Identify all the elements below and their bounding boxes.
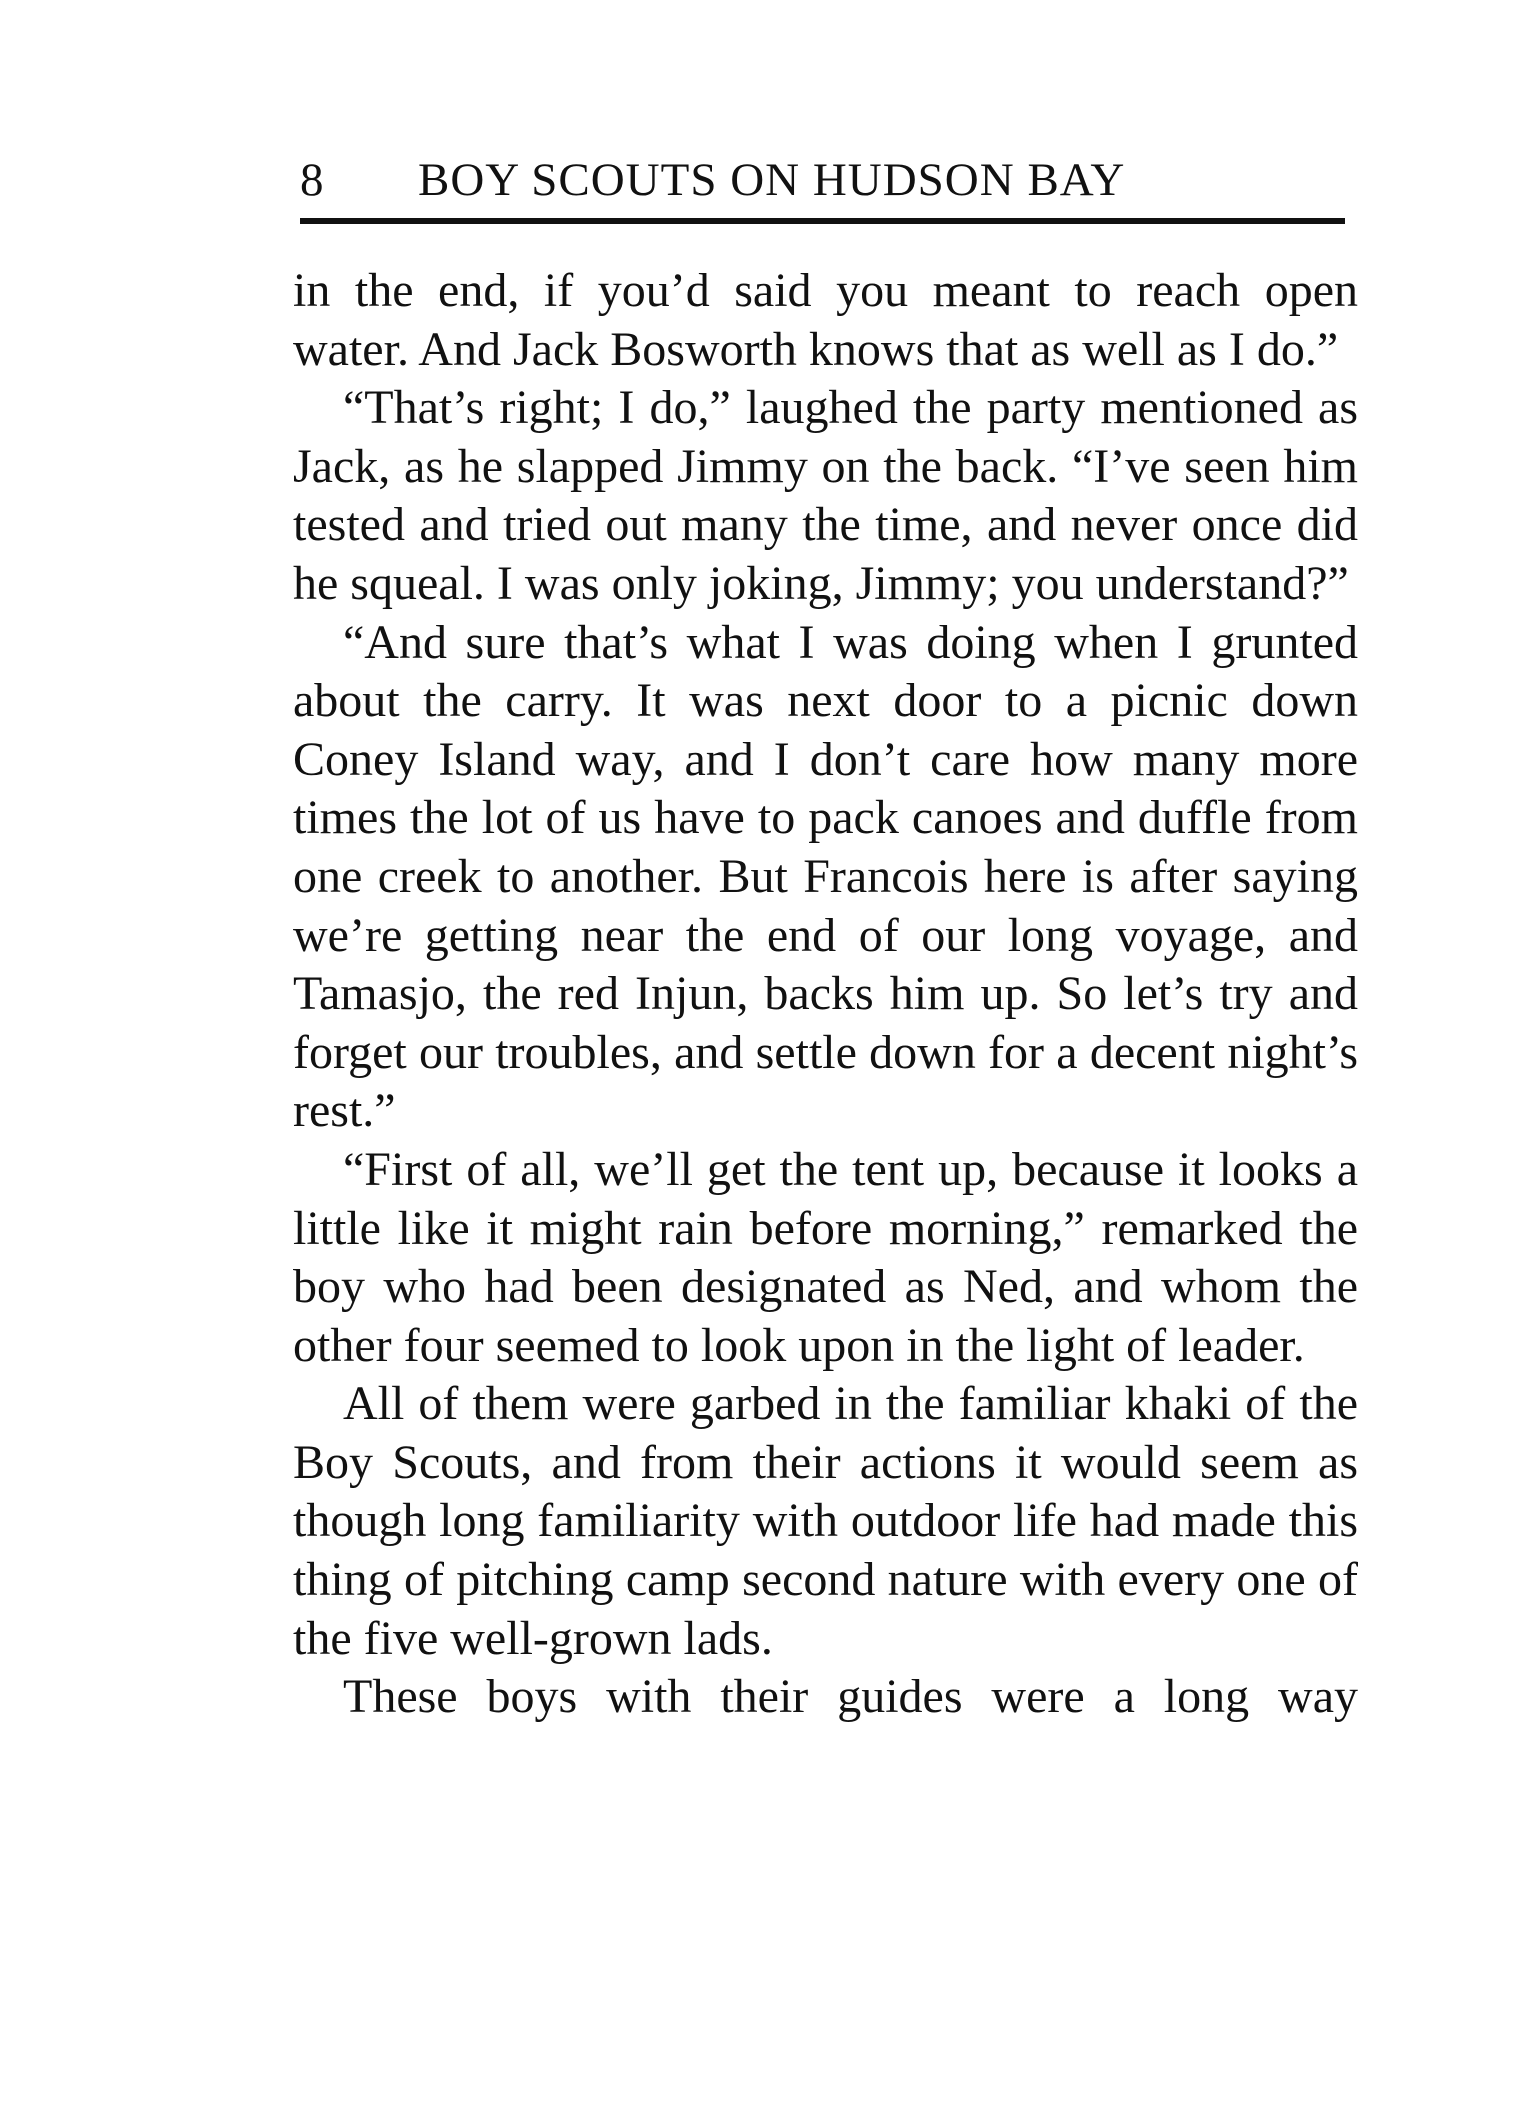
paragraph: “First of all, we’ll get the tent up, because it looks a little like it might rain before morning,” remarked the boy who had been designated as Ned, and whom the other four seemed to look upon in the light of leader. [293,1142,1358,1372]
paragraph: “That’s right; I do,” laughed the party mentioned as Jack, as he slapped Jimmy on the back. “I’ve seen him tested and tried out many the time, and never once did he squeal. I was only joking, Jimmy; you understand?” [293,381,1358,610]
page-number: 8 [300,154,325,206]
paragraph: These boys with their guides were a long way [343,1670,1358,1724]
paragraph: All of them were garbed in the familiar khaki of the Boy Scouts, and from their actions it would seem as though long familiarity with outdoor life had made this thing of pitching camp second nature with every one of the five well-grown lads. [293,1377,1358,1665]
header-rule [300,218,1345,224]
page-header [300,150,1345,210]
paragraph: “And sure that’s what I was doing when I grunted about the carry. It was next door to a picnic down Coney Island way, and I don’t care how many more times the lot of us have to pack canoes and duffle from one creek to another. But Francois here is after saying we’re getting near the end of our long voyage, and Tamasjo, the red Injun, backs him up. So let’s try and forget our troubles, and settle down for a decent night’s rest.” [293,615,1358,1138]
paragraph: in the end, if you’d said you meant to reach open water. And Jack Bosworth knows that as well as I do.” [293,264,1358,376]
running-title: BOY SCOUTS ON HUDSON BAY [418,154,1126,206]
body-text [293,262,1358,1727]
